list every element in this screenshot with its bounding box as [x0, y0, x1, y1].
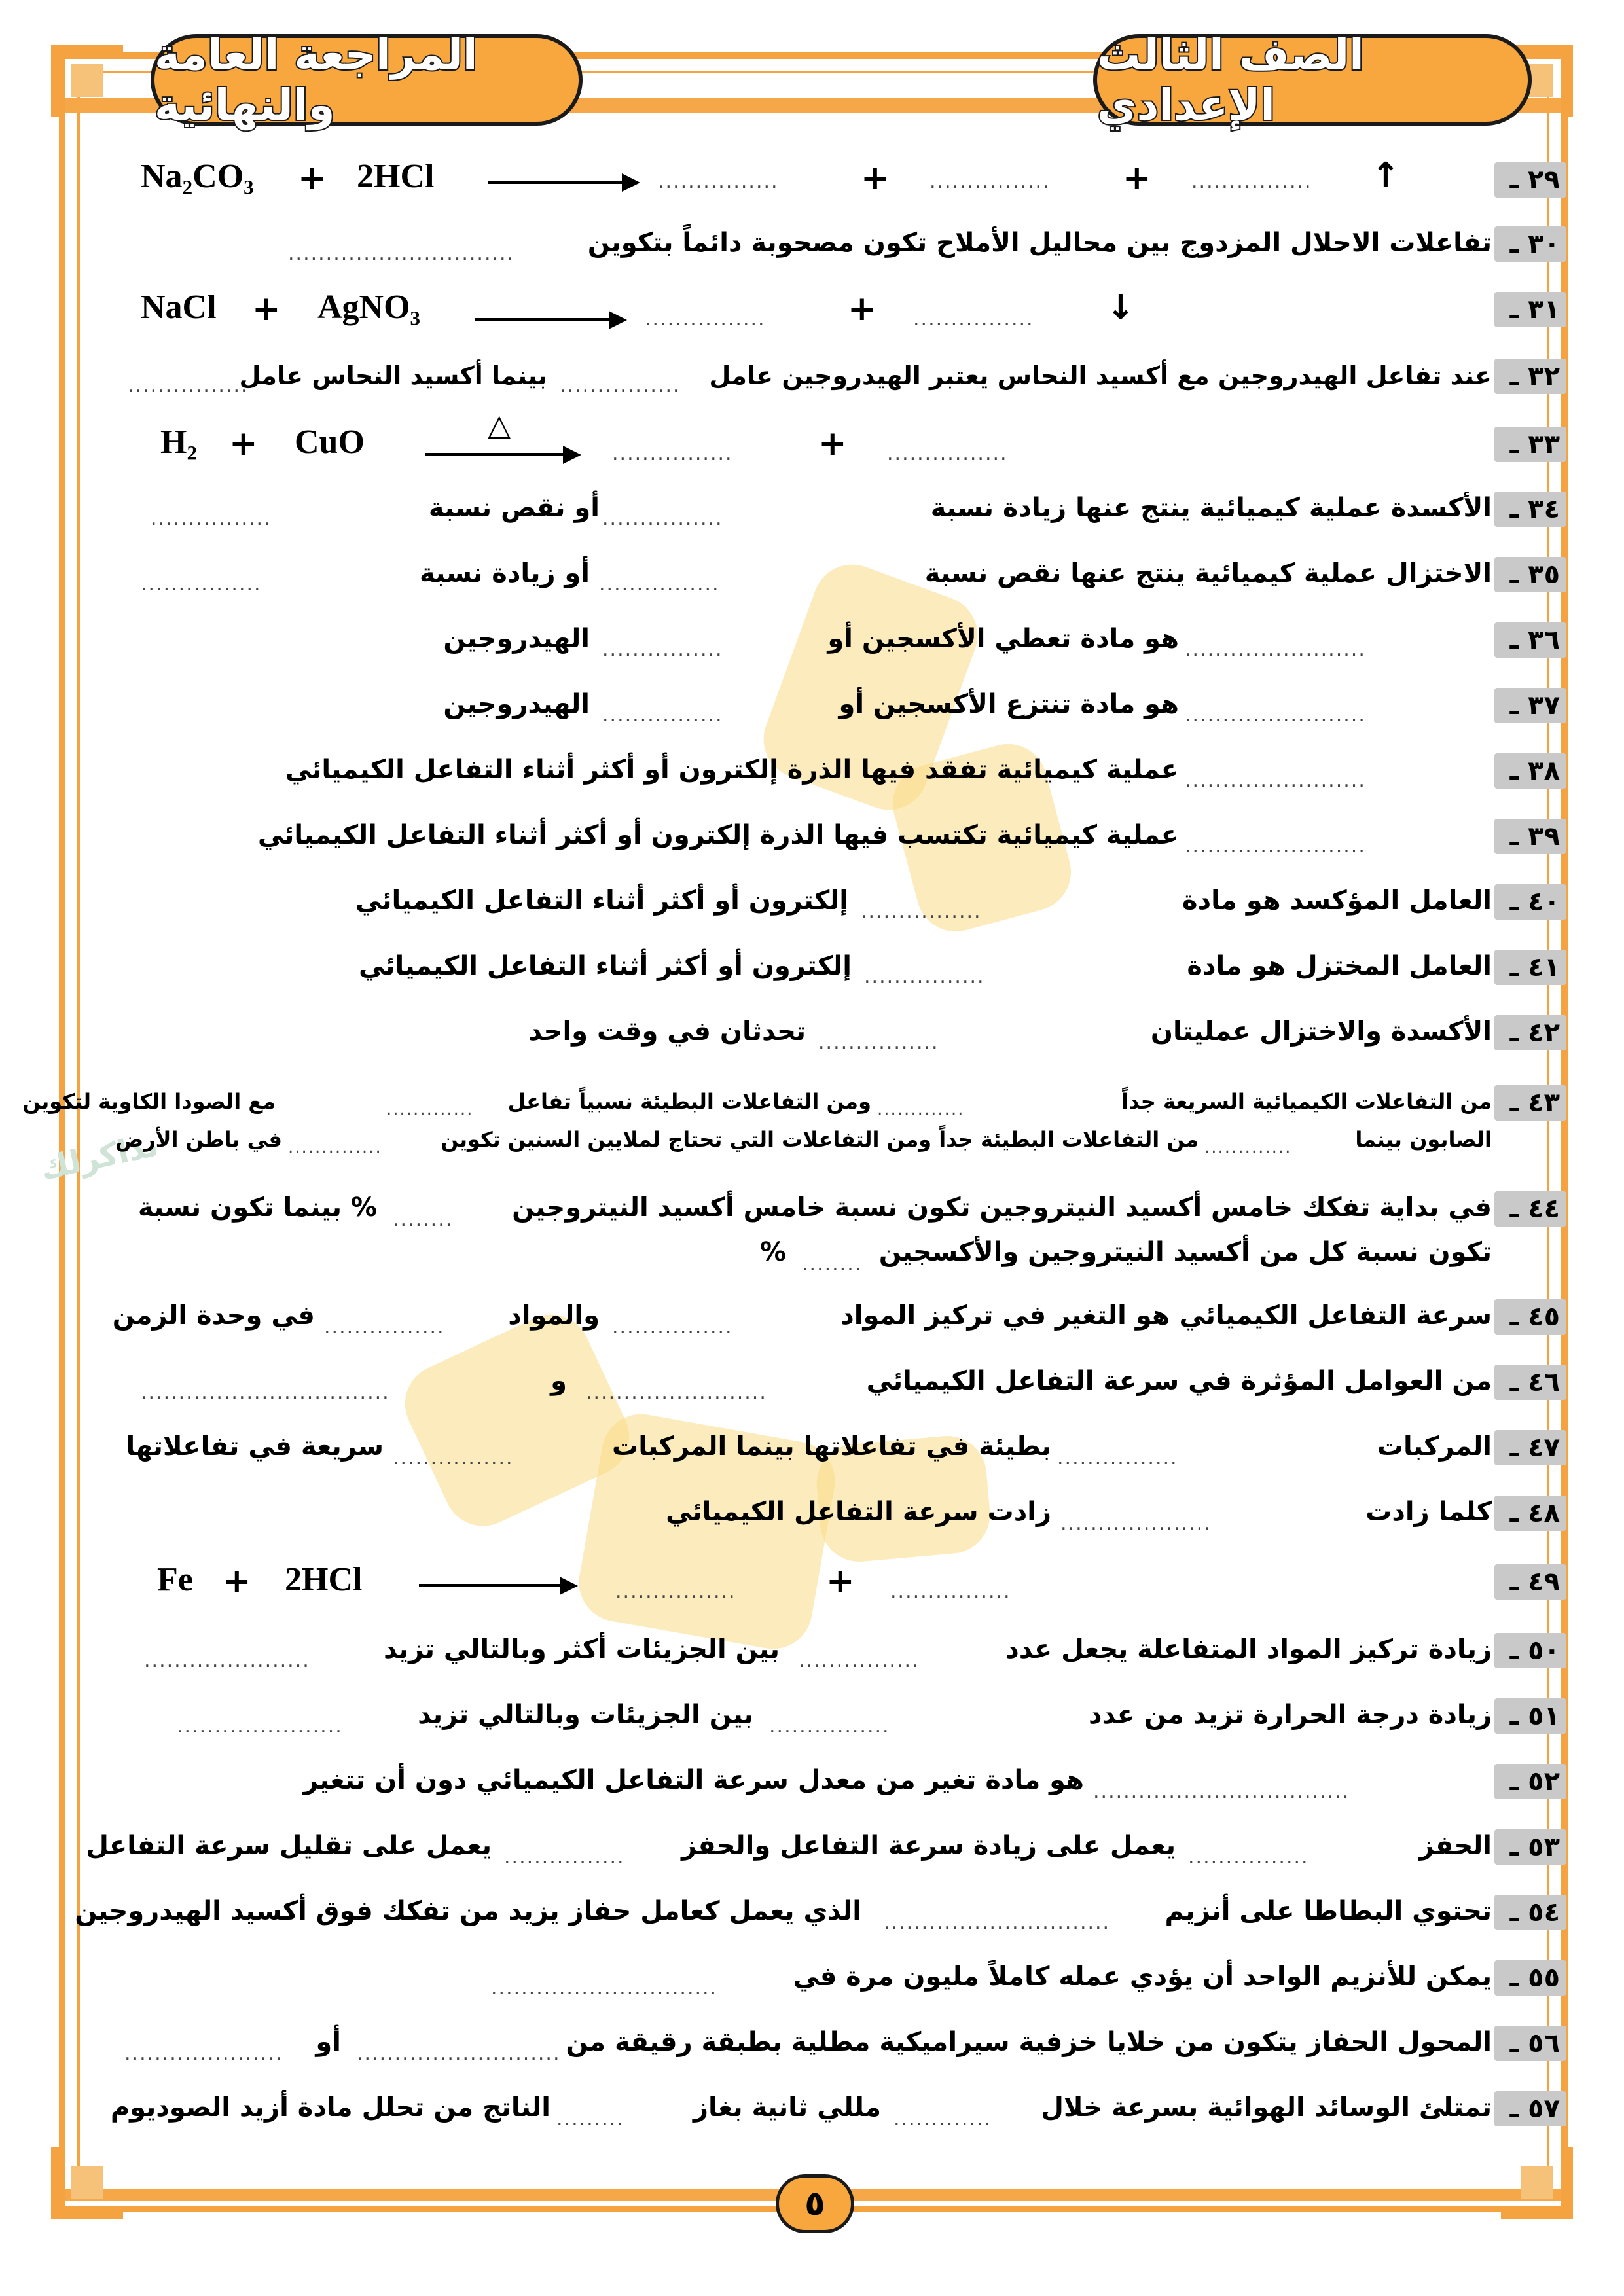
- plus-sign: +: [1123, 158, 1151, 198]
- reaction-arrow: [425, 453, 566, 456]
- question-text: بين الجزيئات أكثر وبالتالي تزيد: [383, 1634, 780, 1664]
- question-number: ٤٠ ـ: [1494, 884, 1566, 920]
- answer-blank: ................: [799, 1649, 920, 1672]
- answer-blank: ................: [861, 900, 982, 923]
- corner-ornament: [1501, 2147, 1573, 2219]
- question-text: الهيدروجين: [443, 689, 590, 719]
- question-number: ٤٣ ـ: [1494, 1085, 1566, 1121]
- question-text: الاختزال عملية كيميائية ينتج عنها نقص نسبة: [924, 558, 1492, 588]
- question-text: أو نقص نسبة: [428, 493, 600, 523]
- reactant-1: NaCl: [141, 289, 217, 326]
- precipitate-down-arrow-icon: ↓: [1106, 288, 1135, 327]
- question-number: ٤٦ ـ: [1494, 1365, 1566, 1400]
- answer-blank: ................: [393, 1446, 514, 1469]
- answer-blank: ..................................: [1093, 1780, 1350, 1803]
- question-text: هو مادة تغير من معدل سرعة التفاعل الكيميائي دون أن تتغير: [303, 1765, 1084, 1795]
- question-number: ٣٣ ـ: [1494, 427, 1566, 462]
- reaction-arrow-head: [609, 311, 627, 329]
- answer-blank: ........................: [1185, 834, 1366, 857]
- answer-blank: ....................: [1060, 1512, 1212, 1535]
- question-text: عملية كيميائية تكتسب فيها الذرة إلكترون أو أكثر أثناء التفاعل الكيميائي: [257, 820, 1179, 850]
- question-text: الذي يعمل كعامل حفاز يزيد من تفكك فوق أكسيد الهيدروجين: [75, 1896, 861, 1926]
- reactant-1: H₂: [160, 423, 198, 461]
- reactant-1: Fe: [157, 1561, 193, 1598]
- answer-blank: ..............................: [491, 1977, 718, 2000]
- plus-sign: +: [223, 1562, 251, 1601]
- question-text: بينما أكسيد النحاس عامل: [239, 361, 547, 390]
- answer-blank: .................................: [141, 1381, 390, 1404]
- answer-blank: ................: [929, 170, 1051, 193]
- question-text: كلما زادت: [1365, 1497, 1492, 1527]
- question-number: ٣٤ ـ: [1494, 492, 1566, 527]
- reactant-2: 2HCl: [285, 1561, 363, 1598]
- gas-up-arrow-icon: ↑: [1371, 156, 1400, 195]
- answer-blank: ................: [658, 170, 779, 193]
- question-text: الحفز: [1418, 1831, 1492, 1861]
- question-text: مع الصودا الكاوية لتكوين: [22, 1089, 276, 1114]
- question-number: ٢٩ ـ: [1494, 162, 1566, 198]
- answer-blank: ................: [612, 442, 733, 465]
- answer-blank: ................: [887, 442, 1008, 465]
- heat-triangle-icon: △: [488, 407, 511, 442]
- plus-sign: +: [252, 289, 281, 329]
- question-text: الأكسدة عملية كيميائية ينتج عنها زيادة نسبة: [930, 493, 1492, 523]
- question-number: ٤٨ ـ: [1494, 1496, 1566, 1531]
- question-number: ٥٢ ـ: [1494, 1764, 1566, 1799]
- plus-sign: +: [298, 158, 327, 198]
- question-text: العامل المختزل هو مادة: [1187, 951, 1492, 981]
- answer-blank: ........: [393, 1208, 454, 1231]
- answer-blank: ................: [769, 1715, 890, 1738]
- question-text: الهيدروجين: [443, 624, 590, 654]
- answer-blank: ..............................: [288, 242, 515, 265]
- question-number: ٥٥ ـ: [1494, 1960, 1566, 1996]
- grade-banner: [1093, 29, 1532, 130]
- answer-blank: ................: [645, 308, 766, 331]
- grade-title: الصف الثالث الإعدادي: [1097, 29, 1364, 130]
- answer-blank: ................: [560, 374, 681, 397]
- question-text: يمكن للأنزيم الواحد أن يؤدي عمله كاملاً مليون مرة في: [793, 1962, 1492, 1992]
- answer-blank: .............: [877, 1100, 965, 1119]
- question-text: في وحدة الزمن: [112, 1300, 315, 1331]
- reaction-arrow-head: [622, 173, 640, 192]
- question-text: زادت سرعة التفاعل الكيميائي: [666, 1497, 1051, 1527]
- plus-sign: +: [848, 289, 876, 329]
- question-text: زيادة تركيز المواد المتفاعلة يجعل عدد: [1005, 1634, 1492, 1664]
- question-number: ٤٩ ـ: [1494, 1564, 1566, 1600]
- question-text: إلكترون أو أكثر أثناء التفاعل الكيميائي: [359, 951, 852, 981]
- answer-blank: ................: [602, 507, 723, 530]
- review-banner: [151, 29, 583, 130]
- reactant-1: Na₂CO₃: [141, 158, 254, 195]
- reaction-arrow: [419, 1584, 563, 1587]
- watermark-text: نذاكرلك: [37, 1126, 162, 1188]
- question-text: عند تفاعل الهيدروجين مع أكسيد النحاس يعتبر الهيدروجين عامل: [709, 361, 1492, 390]
- answer-blank: ................: [913, 308, 1034, 331]
- answer-blank: ................: [864, 965, 985, 988]
- question-text: الأكسدة والاختزال عمليتان: [1150, 1016, 1492, 1047]
- question-text: المحول الحفاز يتكون من خلايا خزفية سيراميكية مطلية بطبقة رقيقة من: [566, 2027, 1492, 2057]
- plus-sign: +: [818, 424, 847, 463]
- question-number: ٣٧ ـ: [1494, 688, 1566, 723]
- reaction-arrow: [488, 181, 625, 184]
- question-text: ومن التفاعلات البطيئة نسبياً تفاعل: [507, 1089, 871, 1114]
- question-text: العامل المؤكسد هو مادة: [1182, 886, 1492, 916]
- question-text: تمتلئ الوسائد الهوائية بسرعة خلال: [1041, 2092, 1492, 2123]
- question-text: هو مادة تنتزع الأكسجين أو: [839, 689, 1179, 719]
- question-number: ٤٥ ـ: [1494, 1299, 1566, 1335]
- answer-blank: .............: [386, 1100, 474, 1119]
- answer-blank: ................: [141, 573, 262, 596]
- question-text: تكون نسبة كل من أكسيد النيتروجين والأكسجين: [878, 1237, 1492, 1267]
- review-title: المراجعة العامة والنهائية: [154, 29, 478, 130]
- question-text: المركبات: [1377, 1431, 1492, 1462]
- question-text: من العوامل المؤثرة في سرعة التفاعل الكيميائي: [866, 1366, 1492, 1396]
- question-text: مللي ثانية بغاز: [693, 2092, 881, 2123]
- question-text: في باطن الأرض: [115, 1127, 282, 1152]
- answer-blank: ........................: [586, 1381, 767, 1404]
- question-number: ٤٤ ـ: [1494, 1191, 1566, 1227]
- question-text: الناتج من تحلل مادة أزيد الصوديوم: [110, 2092, 550, 2123]
- reactant-2: 2HCl: [357, 158, 435, 195]
- question-text: أو زيادة نسبة: [420, 558, 590, 588]
- question-number: ٤٧ ـ: [1494, 1430, 1566, 1465]
- question-number: ٣١ ـ: [1494, 292, 1566, 327]
- question-text: يعمل على زيادة سرعة التفاعل والحفز: [681, 1831, 1176, 1861]
- answer-blank: ..............................: [884, 1911, 1111, 1934]
- question-text: بطيئة في تفاعلاتها بينما المركبات: [612, 1431, 1051, 1462]
- answer-blank: ................: [615, 1580, 736, 1603]
- answer-blank: .............: [893, 2108, 992, 2130]
- answer-blank: ................: [1191, 170, 1312, 193]
- question-text: سرعة التفاعل الكيميائي هو التغير في تركيز المواد: [840, 1300, 1492, 1331]
- question-text: و: [550, 1366, 567, 1396]
- question-number: ٥٣ ـ: [1494, 1829, 1566, 1865]
- answer-blank: .............: [1204, 1138, 1292, 1157]
- answer-blank: ................: [890, 1580, 1011, 1603]
- question-number: ٤١ ـ: [1494, 950, 1566, 985]
- question-number: ٥٠ ـ: [1494, 1633, 1566, 1668]
- answer-blank: ........................: [1185, 769, 1366, 792]
- question-number: ٥٤ ـ: [1494, 1895, 1566, 1930]
- plus-sign: +: [826, 1562, 855, 1601]
- question-text: سريعة في تفاعلاتها: [126, 1431, 384, 1462]
- plus-sign: +: [229, 424, 258, 463]
- corner-ornament: [51, 2147, 123, 2219]
- answer-blank: .........: [556, 2108, 624, 2130]
- answer-blank: ......................: [177, 1715, 343, 1738]
- answer-blank: ................: [1188, 1846, 1309, 1869]
- reaction-arrow: [475, 318, 612, 321]
- answer-blank: ................: [1057, 1446, 1178, 1469]
- question-text: زيادة درجة الحرارة تزيد من عدد: [1088, 1700, 1492, 1730]
- question-text: من التفاعلات الكيميائية السريعة جداً: [1121, 1089, 1492, 1114]
- answer-blank: ........................: [1185, 704, 1366, 726]
- question-text: %: [759, 1237, 786, 1267]
- reaction-arrow-head: [563, 446, 581, 464]
- answer-blank: ................: [504, 1846, 625, 1869]
- question-text: يعمل على تقليل سرعة التفاعل: [86, 1831, 492, 1861]
- answer-blank: ...........................: [357, 2042, 561, 2065]
- question-number: ٣٥ ـ: [1494, 557, 1566, 592]
- question-text: الصابون بينما: [1355, 1127, 1492, 1152]
- question-text: أو: [316, 2027, 341, 2057]
- question-text: إلكترون أو أكثر أثناء التفاعل الكيميائي: [355, 886, 848, 916]
- question-text: من التفاعلات البطيئة جداً ومن التفاعلات التي تحتاج لملايين السنين تكوين: [441, 1127, 1199, 1152]
- answer-blank: ..............: [288, 1138, 382, 1157]
- answer-blank: ................: [599, 573, 720, 596]
- question-number: ٤٢ ـ: [1494, 1015, 1566, 1050]
- answer-blank: ................: [151, 507, 272, 530]
- reactant-2: CuO: [295, 423, 365, 461]
- question-text: بين الجزيئات وبالتالي تزيد: [418, 1700, 753, 1730]
- reaction-arrow-head: [560, 1577, 578, 1595]
- question-text: هو مادة تعطي الأكسجين أو: [827, 624, 1179, 654]
- question-text: والمواد: [508, 1300, 600, 1331]
- answer-blank: ................: [612, 1316, 733, 1338]
- question-number: ٣٦ ـ: [1494, 622, 1566, 658]
- answer-blank: ........................: [1185, 638, 1366, 661]
- answer-blank: ........: [802, 1253, 863, 1276]
- question-number: ٥٧ ـ: [1494, 2091, 1566, 2126]
- question-text: % بينما تكون نسبة: [137, 1193, 377, 1223]
- question-text: تحتوي البطاطا على أنزيم: [1164, 1896, 1492, 1926]
- answer-blank: .....................: [124, 2042, 283, 2065]
- corner-ornament: [51, 45, 123, 117]
- question-number: ٣٢ ـ: [1494, 359, 1566, 394]
- plus-sign: +: [861, 158, 890, 198]
- answer-blank: ................: [818, 1031, 939, 1054]
- question-number: ٣٨ ـ: [1494, 753, 1566, 789]
- answer-blank: ......................: [144, 1649, 310, 1672]
- question-number: ٣٠ ـ: [1494, 226, 1566, 262]
- question-text: في بداية تفكك خامس أكسيد النيتروجين تكون نسبة خامس أكسيد النيتروجين: [512, 1193, 1492, 1223]
- answer-blank: ................: [324, 1316, 445, 1338]
- answer-blank: ................: [128, 374, 249, 397]
- question-number: ٥٦ ـ: [1494, 2026, 1566, 2061]
- page-number: ٥: [776, 2174, 854, 2233]
- question-number: ٣٩ ـ: [1494, 819, 1566, 854]
- reactant-2: AgNO₃: [317, 289, 421, 326]
- answer-blank: ................: [602, 704, 723, 726]
- question-text: تفاعلات الاحلال المزدوج بين محاليل الأملاح تكون مصحوبة دائماً بتكوين: [587, 228, 1492, 258]
- question-text: عملية كيميائية تفقد فيها الذرة إلكترون أو أكثر أثناء التفاعل الكيميائي: [285, 755, 1179, 785]
- question-text: تحدثان في وقت واحد: [528, 1016, 806, 1047]
- question-number: ٥١ ـ: [1494, 1698, 1566, 1734]
- answer-blank: ................: [602, 638, 723, 661]
